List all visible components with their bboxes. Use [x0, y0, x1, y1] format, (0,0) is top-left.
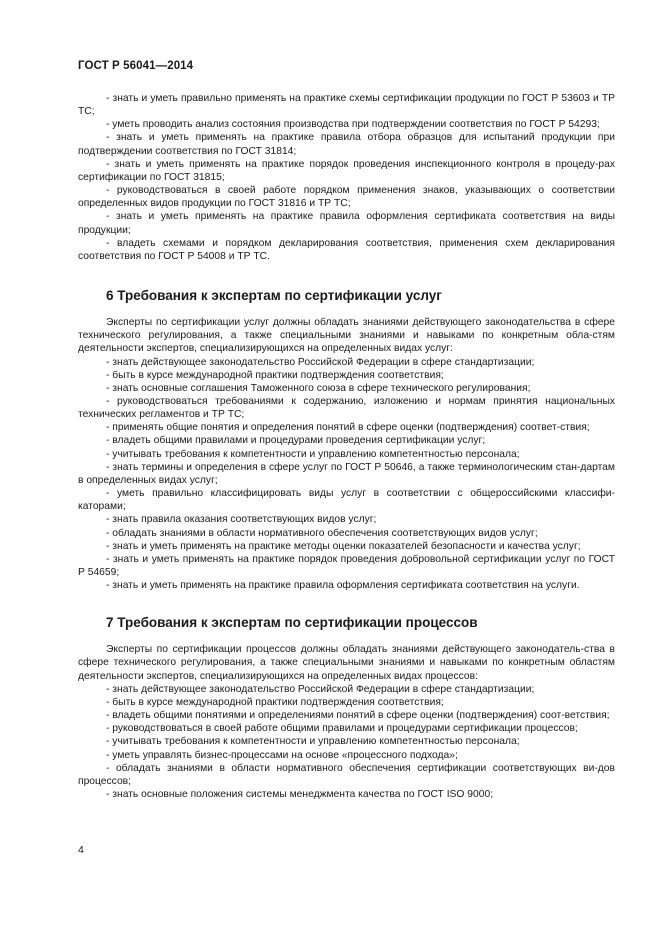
list-item: - знать и уметь применять на практике методы оценки показателей безопасности и качества услуг; [106, 540, 581, 552]
list-item: - знать термины и определения в сфере услуг по ГОСТ Р 50646, а также терминологическим стан-дартам в определенных видах услуг; [78, 461, 615, 486]
list-item: - руководствоваться требованиями к содержанию, изложению и нормам принятия национальных технических регламентов и ТР ТС; [78, 395, 615, 421]
list-item: - знать действующее законодательство Российской Федерации в сфере стандартизации; [106, 356, 535, 368]
list-item: - знать основные положения системы менеджмента качества по ГОСТ ISO 9000; [106, 789, 494, 801]
list-item: - знать и уметь применять на практике правила отбора образцов для испытаний продукции при подтверждении соответствия по ГОСТ 31814; [78, 132, 615, 157]
list-item: - быть в курсе международной практики подтверждения соответствия; [106, 369, 444, 381]
list-item: - уметь проводить анализ состояния производства при подтверждении соответствия по ГОСТ Р 54293; [106, 119, 600, 131]
list-item: - знать правила оказания соответствующих видов услуг; [106, 514, 377, 526]
list-item: - обладать знаниями в области нормативного обеспечения соответствующих видов услуг; [106, 527, 538, 539]
list-item: - быть в курсе международной практики подтверждения соответствия; [106, 696, 444, 708]
list-item: - уметь правильно классифицировать виды услуг в соответствии с общероссийскими классифи-каторами; [78, 488, 615, 513]
list-item: - учитывать требования к компетентности и управлению компетентностью персонала; [106, 448, 520, 460]
list-item: - обладать знаниями в области нормативного обеспечения сертификации соответствующих ви-дов процессов; [78, 762, 615, 787]
list-item: - учитывать требования к компетентности и управлению компетентностью персонала; [106, 736, 520, 748]
section-7-heading: 7 Требования к экспертам по сертификации процессов [106, 615, 478, 631]
section-7 [78, 615, 615, 801]
section-6 [78, 288, 615, 592]
list-item: - применять общие понятия и определения понятий в сфере оценки (подтверждения) соответ-ствия; [106, 422, 590, 434]
section-7-intro: Эксперты по сертификации процессов должны обладать знаниями действующего законодатель-ства в сфере технического регулирования, а также специальными знаниями и навыками по конкретным областям деятельности экспертов, специализирующихся на определенных видах процессов: [78, 644, 615, 682]
list-item: - знать и уметь применять на практике правила оформления сертификата соответствия на виды продукции; [78, 211, 615, 236]
list-item: - знать действующее законодательство Российской Федерации в сфере стандартизации; [106, 683, 535, 695]
page-number: 4 [78, 844, 84, 856]
section-6-heading: 6 Требования к экспертам по сертификации услуг [106, 288, 442, 304]
list-item: - знать и уметь применять на практике порядок проведения добровольной сертификации услуг по ГОСТ Р 54659; [78, 553, 615, 578]
document-header: ГОСТ Р 56041—2014 [78, 60, 194, 72]
list-item: - уметь управлять бизнес-процессами на основе «процессного подхода»; [106, 749, 458, 761]
list-item: - владеть схемами и порядком декларирования соответствия, применения схем декларирования соответствия по ГОСТ Р 54008 и ТР ТС. [78, 237, 615, 262]
list-item: - руководствоваться в своей работе порядком применения знаков, указывающих о соответствии определенных видов продукции по ГОСТ 31816 и ТР ТС; [78, 185, 615, 210]
list-item: - владеть общими понятиями и определениями понятий в сфере оценки (подтверждения) соот-ветствия; [106, 710, 610, 722]
document-body [78, 92, 615, 801]
list-item: - знать и уметь применять на практике порядок проведения инспекционного контроля в процеду-рах сертификации по ГОСТ 31815; [78, 158, 615, 183]
intro-list [78, 92, 615, 263]
list-item: - знать основные соглашения Таможенного союза в сфере технического регулирования; [106, 382, 531, 394]
list-item: - знать и уметь применять на практике правила оформления сертификата соответствия на услуги. [106, 580, 580, 592]
list-item: - владеть общими правилами и процедурами проведения сертификации услуг; [106, 435, 486, 447]
list-item: - знать и уметь правильно применять на практике схемы сертификации продукции по ГОСТ Р 53603 и ТР ТС; [78, 93, 615, 118]
section-6-intro: Эксперты по сертификации услуг должны обладать знаниями действующего законодательства в сфере технического регулирования, а также специальными знаниями и навыками по конкретным обла-стям деятельности экспертов, специализирующихся на определенных видах услуг: [78, 317, 615, 355]
list-item: - руководствоваться в своей работе общими правилами и процедурами сертификации процессов; [106, 723, 578, 735]
